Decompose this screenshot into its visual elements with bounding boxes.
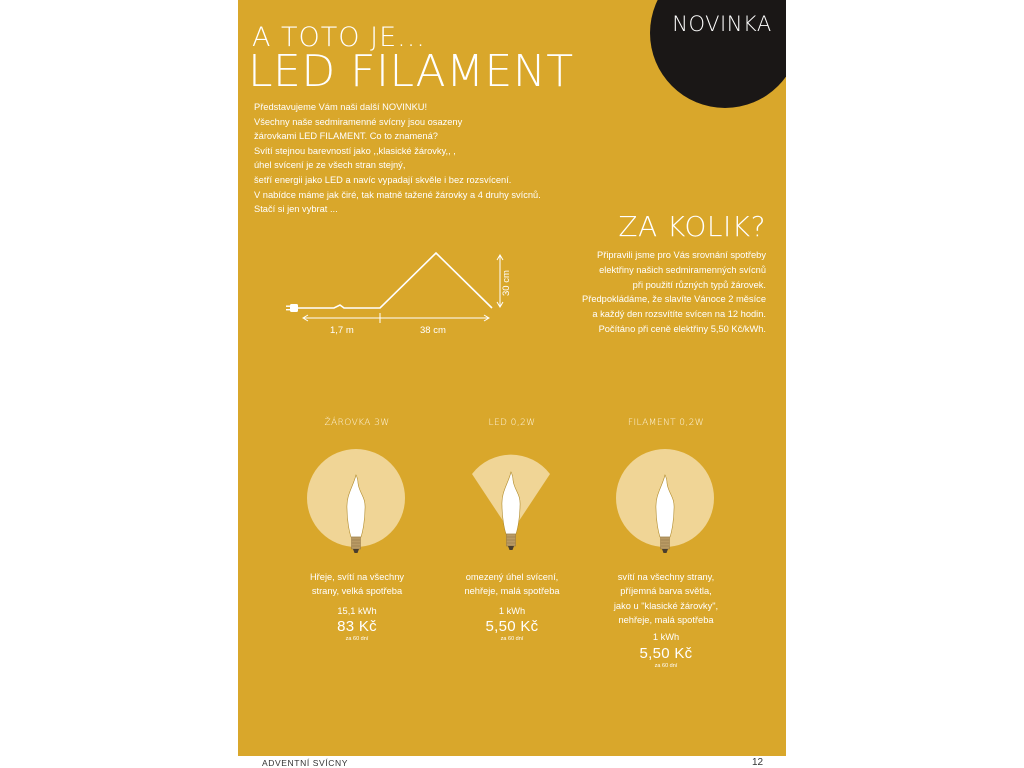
- za-kolik-line: a každý den rozsvítíte svícen na 12 hodin.: [592, 309, 766, 320]
- bulb-kwh: 1 kWh: [652, 632, 680, 642]
- bulb-price: 5,50 Kč: [639, 645, 693, 662]
- za-kolik-line: elektřiny našich sedmiramenných svícnů: [599, 264, 766, 275]
- intro-text: [254, 100, 574, 217]
- intro-line: Svítí stejnou barevností jako ,,klasické žárovky,, ,: [254, 145, 456, 156]
- footer-section: ADVENTNÍ SVÍCNY: [262, 758, 348, 768]
- height-label: 30 cm: [501, 270, 512, 296]
- bulb-description: [596, 570, 736, 628]
- bulb-icon: [656, 475, 674, 553]
- za-kolik-line: při použití různých typů žárovek.: [632, 279, 766, 290]
- za-kolik-line: Počítáno při ceně elektřiny 5,50 Kč/kWh.: [598, 323, 766, 334]
- bulb-kwh: 15,1 kWh: [337, 606, 377, 616]
- bulb-period: za 60 dní: [654, 663, 678, 669]
- glow-filament: [616, 449, 714, 547]
- za-kolik-text: [546, 248, 766, 337]
- za-kolik-line: Předpokládáme, že slavíte Vánoce 2 měsíce: [582, 294, 766, 305]
- desc-line: omezený úhel svícení,: [465, 572, 559, 582]
- desc-line: nehřeje, malá spotřeba: [618, 615, 714, 626]
- bulb-description: [287, 570, 427, 599]
- za-kolik-title: ZA KOLIK?: [618, 210, 766, 243]
- glow-led: [472, 455, 550, 533]
- bulb-period: za 60 dní: [500, 636, 524, 642]
- novinka-badge-label: NOVINKA: [672, 12, 772, 36]
- intro-line: Všechny naše sedmiramenné svícny jsou osazeny: [254, 116, 463, 127]
- width-label: 38 cm: [420, 325, 446, 336]
- desc-line: Hřeje, svítí na všechny: [309, 572, 405, 582]
- bulb-price: 5,50 Kč: [485, 618, 539, 635]
- intro-line: V nabídce máme jak čiré, tak matně tažené žárovky a 4 druhy svícnů.: [254, 189, 541, 200]
- brochure-page: [238, 0, 786, 756]
- bulb-description: [442, 570, 582, 599]
- page-number: 12: [752, 757, 764, 768]
- desc-line: nehřeje, malá spotřeba: [464, 586, 560, 597]
- plug-icon: [286, 304, 298, 312]
- bulb-icon: [347, 475, 365, 553]
- page-title-line1: A TOTO JE...: [252, 22, 426, 53]
- page-title-line2: LED FILAMENT: [248, 46, 574, 97]
- bulb-icon: [502, 472, 520, 550]
- intro-line: Představujeme Vám naši další NOVINKU!: [254, 102, 428, 112]
- bulb-label-filament: FILAMENT 0,2W: [627, 418, 705, 428]
- bulb-period: za 60 dní: [345, 636, 369, 642]
- desc-line: příjemná barva světla,: [620, 586, 712, 597]
- bulb-price: 83 Kč: [337, 618, 377, 635]
- intro-line: Stačí si jen vybrat ...: [254, 204, 338, 215]
- za-kolik-line: Připravili jsme pro Vás srovnání spotřeby: [597, 250, 766, 260]
- bulb-label-zarovka: ŽÁROVKA 3W: [324, 418, 390, 428]
- bulb-label-led: LED 0,2W: [488, 418, 536, 428]
- glow-zarovka: [307, 449, 405, 547]
- desc-line: strany, velká spotřeba: [311, 586, 403, 597]
- intro-line: šetří energii jako LED a navíc vypadají skvěle i bez rozsvícení.: [254, 174, 512, 185]
- bulb-kwh: 1 kWh: [498, 606, 526, 616]
- cable-line: [298, 253, 492, 308]
- cable-length-label: 1,7 m: [330, 325, 354, 336]
- intro-line: úhel svícení je ze všech stran stejný,: [254, 160, 406, 171]
- intro-line: žárovkami LED FILAMENT. Co to znamená?: [254, 131, 438, 142]
- desc-line: jako u "klasické žárovky",: [613, 600, 719, 611]
- desc-line: svítí na všechny strany,: [617, 572, 715, 582]
